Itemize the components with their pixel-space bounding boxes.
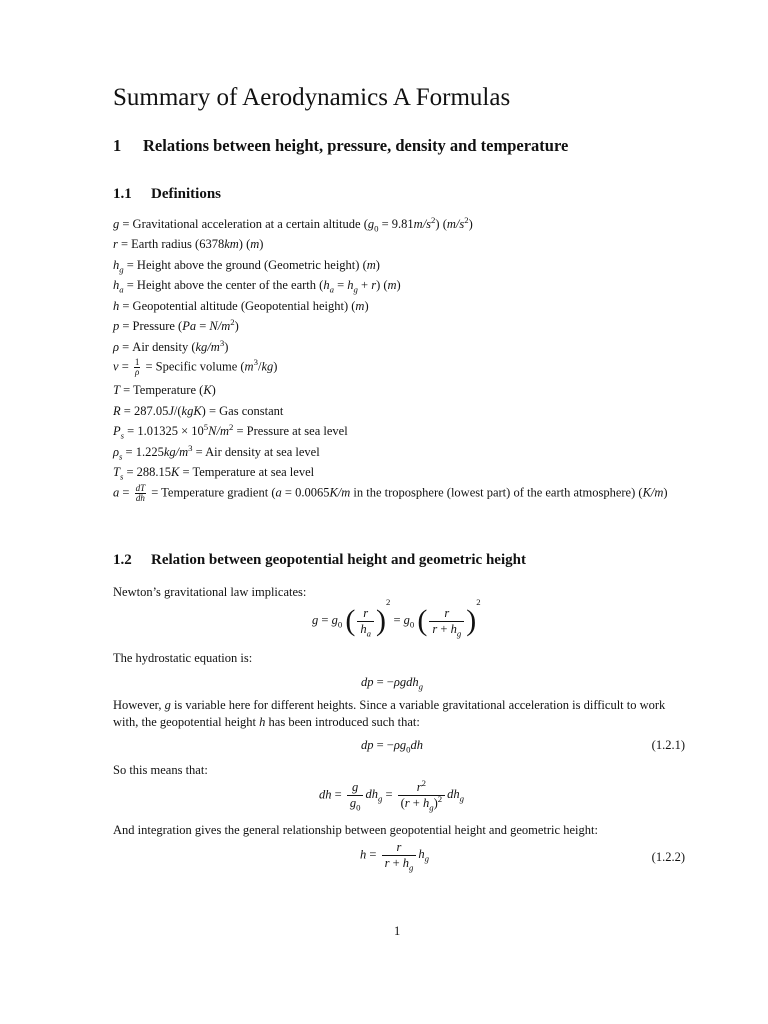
page-title: Summary of Aerodynamics A Formulas [113,84,511,111]
page-number: 1 [394,924,401,938]
paragraph-integration: And integration gives the general relationship between geopotential height and geometric height: [113,823,598,837]
definition-nu: ν = $\frac{1}{\rho}$ = Specific volume $(m^3/kg)$ [113,357,278,377]
subsection-heading-geopotential [113,552,526,569]
section-title: Relations between height, pressure, density and temperature [143,136,569,155]
definition-h: h = Geopotential altitude (Geopotential height) (m) [113,299,369,313]
equation-number: (1.2.1) [651,738,685,752]
subsection-heading-definitions [113,186,221,203]
equation-number: (1.2.2) [651,850,685,864]
paragraph-newton: Newton’s gravitational law implicates: [113,585,307,599]
equation-h: h = $\frac{r}{r + h_g}$ $h_g$ [360,840,429,873]
definition-g: g = Gravitational acceleration at a certain altitude $(g_0 = 9.81m/s^2)$ $(m/s^2)$ [113,214,473,234]
subsection-title: Definitions [151,186,222,202]
subsection-title: Relation between geopotential height and geometric height [151,552,526,568]
definition-a: a = $\frac{dT}{dh}$ = Temperature gradient (a = 0.0065K/m in the troposphere (lowest part) of the earth atmosphere) (K/m) [113,483,668,503]
definition-Ps: $P_s = 1.01325 \times 10^5N/m^2$ = Pressure at sea level [113,421,348,441]
paragraph-however: However, g is variable here for different heights. Since a variable gravitational acceleration is difficult to work with, the geopotential height h has been introduced such that: [113,698,666,729]
definition-rhos: $\rho_s = 1.225kg/m^3$ = Air density at sea level [113,442,320,462]
definition-Ts: $T_s = 288.15K$ = Temperature at sea level [113,465,315,482]
definition-R: R = 287.05J/(kgK) = Gas constant [113,404,284,418]
equation-dh: dh = $\frac{g}{g_0}$ $dh_g$ = $\frac{r^2}{(r + h_g)^2}$ $dh_g$ [319,777,465,813]
definition-ha: $h_a$ = Height above the center of the earth $(h_a = h_g + r)$ (m) [113,278,401,295]
definition-p: p = Pressure $(Pa = N/m^2)$ [113,316,239,333]
equation-gravity: $g = g_0$ ( $\frac{r}{h_a}$ )$^2 = g_0$ ( $\frac{r}{r + h_g}$ )$^2$ [312,596,481,638]
paragraph-so-this: So this means that: [113,763,208,777]
definition-T: T = Temperature (K) [113,383,216,397]
paragraph-hydrostatic: The hydrostatic equation is: [113,651,253,665]
subsection-number: 1.1 [113,186,132,202]
equation-geopotential: dp = $-\rho g_0dh$ [361,738,423,755]
section-number: 1 [113,136,122,155]
equation-hydrostatic: dp = −ρgdh$_g$ [361,675,423,692]
definition-rho: ρ = Air density $(kg/m^3)$ [113,337,229,354]
definition-hg: $h_g$ = Height above the ground (Geometric height) (m) [113,258,380,275]
subsection-number: 1.2 [113,552,132,568]
section-heading [113,136,568,156]
definition-r: r = Earth radius (6378km) (m) [113,237,264,251]
